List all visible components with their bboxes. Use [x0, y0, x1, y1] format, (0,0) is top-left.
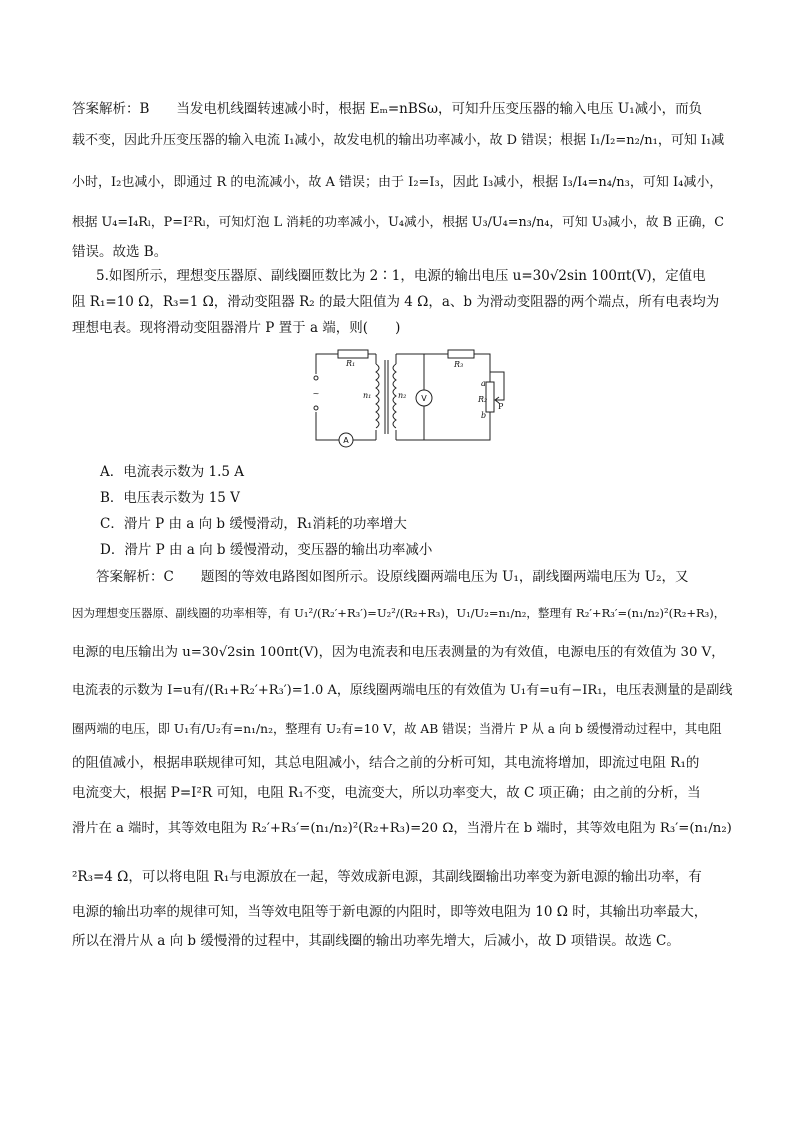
analysis-line-3: 电源的电压输出为 u=30√2sin 100πt(V)，因为电流表和电压表测量的为有效值，电源电压的有效值为 30 V，	[72, 645, 725, 660]
a-terminal-label: a	[481, 379, 486, 388]
ammeter-label: A	[343, 436, 349, 445]
slider-p-label: P	[498, 402, 504, 411]
analysis-line-8: 滑片在 a 端时，其等效电阻为 R₂′+R₃′=(n₁/n₂)²(R₂+R₃)=20 Ω，当滑片在 b 端时，其等效电阻为 R₃′=(n₁/n₂)	[72, 821, 732, 836]
analysis-line-5: 圈两端的电压，即 U₁有/U₂有=n₁/n₂，整理有 U₂有=10 V，故 AB 错误；当滑片 P 从 a 向 b 缓慢滑动过程中，其电阻	[72, 722, 722, 736]
answer-4-line-1: 答案解析：B 当发电机线圈转速减小时，根据 Eₘ=nBSω，可知升压变压器的输入电压 U₁减小，而负	[72, 101, 703, 117]
answer-4-line-5: 错误。故选 B。	[72, 244, 168, 260]
option-a: A．电流表示数为 1.5 A	[100, 464, 245, 480]
ac-source-icon: ~	[312, 389, 320, 398]
question-5-line-1: 5.如图所示，理想变压器原、副线圈匝数比为 2∶1，电源的输出电压 u=30√2sin 100πt(V)，定值电	[96, 268, 706, 284]
r3-label: R₃	[454, 360, 464, 369]
n2-label: n₂	[398, 391, 407, 400]
analysis-line-6: 的阻值减小，根据串联规律可知，其总电阻减小，结合之前的分析可知，其电流将增加，即流过电阻 R₁的	[72, 755, 700, 771]
analysis-line-10: 电源的输出功率的规律可知，当等效电阻等于新电源的内阻时，即等效电阻为 10 Ω 时，其输出功率最大，	[72, 904, 708, 920]
answer-4-line-3: 小时，I₂也减小，即通过 R 的电流减小，故 A 错误；由于 I₂=I₃，因此 I₃减小，根据 I₃/I₄=n₄/n₃，可知 I₄减小，	[72, 175, 723, 190]
n1-label: n₁	[363, 391, 372, 400]
analysis-line-2: 因为理想变压器原、副线圈的功率相等，有 U₁²/(R₂′+R₃′)=U₂²/(R₂+R₃)，U₁/U₂=n₁/n₂，整理有 R₂′+R₃′=(n₁/n₂)²(R₂+R₃)，	[72, 606, 726, 620]
analysis-line-9: ²R₃=4 Ω，可以将电阻 R₁与电源放在一起，等效成新电源，其副线圈输出功率变为新电源的输出功率，有	[72, 869, 702, 885]
option-d: D．滑片 P 由 a 向 b 缓慢滑动，变压器的输出功率减小	[100, 542, 433, 558]
analysis-line-11: 所以在滑片从 a 向 b 缓慢滑的过程中，其副线圈的输出功率先增大，后减小，故 D 项错误。故选 C。	[72, 933, 680, 949]
option-c: C．滑片 P 由 a 向 b 缓慢滑动，R₁消耗的功率增大	[100, 516, 407, 532]
analysis-line-1: 答案解析：C 题图的等效电路图如图所示。设原线圈两端电压为 U₁，副线圈两端电压为 U₂，又	[96, 569, 689, 585]
answer-4-line-2: 载不变，因此升压变压器的输入电流 I₁减小，故发电机的输出功率减小，故 D 错误；根据 I₁/I₂=n₂/n₁，可知 I₁减	[72, 133, 725, 148]
r2-label: R₂	[478, 395, 488, 404]
r1-label: R₁	[346, 359, 356, 368]
circuit-diagram	[312, 344, 524, 452]
b-terminal-label: b	[481, 411, 487, 420]
option-b: B．电压表示数为 15 V	[100, 490, 240, 506]
voltmeter-label: V	[421, 394, 427, 403]
answer-4-line-4: 根据 U₄=I₄Rₗ，P=I²Rₗ，可知灯泡 L 消耗的功率减小，U₄减小，根据 U₃/U₄=n₃/n₄，可知 U₃减小，故 B 正确，C	[72, 215, 725, 230]
analysis-line-4: 电流表的示数为 I=u有/(R₁+R₂′+R₃′)=1.0 A，原线圈两端电压的有效值为 U₁有=u有−IR₁，电压表测量的是副线	[72, 683, 733, 698]
question-5-line-2: 阻 R₁=10 Ω，R₃=1 Ω，滑动变阻器 R₂ 的最大阻值为 4 Ω，a、b 为滑动变阻器的两个端点，所有电表均为	[72, 294, 720, 310]
analysis-line-7: 电流变大，根据 P=I²R 可知，电阻 R₁不变，电流变大，所以功率变大，故 C 项正确；由之前的分析，当	[72, 785, 701, 801]
question-5-line-3: 理想电表。现将滑动变阻器滑片 P 置于 a 端，则( )	[72, 320, 401, 336]
